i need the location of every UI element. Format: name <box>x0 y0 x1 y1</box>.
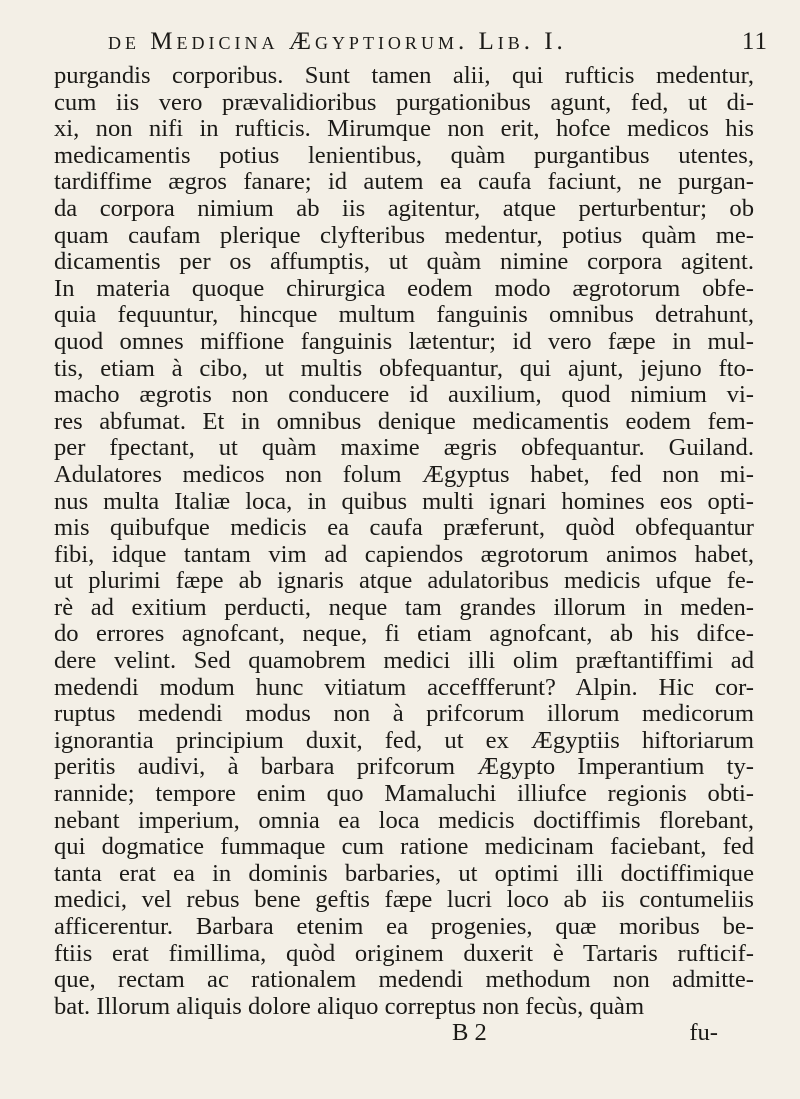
running-head <box>108 28 768 62</box>
text-line: ignorantia principium duxit, fed, ut ex Ægyptiis hiftoriarum <box>54 726 754 754</box>
text-line: nebant imperium, omnia ea loca medicis doctiffimis florebant, <box>54 806 754 834</box>
running-head-title: de Medicina Ægyptiorum. Lib. I. <box>108 28 567 55</box>
text-line: ruptus medendi modus non à prifcorum illorum medicorum <box>54 700 754 728</box>
text-line: ftiis erat fimillima, quòd originem duxerit è Tartaris rufticif- <box>54 939 754 967</box>
text-line: quam caufam plerique clyfteribus medentur, potius quàm me- <box>54 221 754 249</box>
text-line: do errores agnofcant, neque, fi etiam agnofcant, ab his difce- <box>54 620 754 648</box>
text-line: peritis audivi, à barbara prifcorum Ægypto Imperantium ty- <box>54 753 754 781</box>
text-line: qui dogmatice fummaque cum ratione medicinam faciebant, fed <box>54 833 754 861</box>
signature-mark: B 2 <box>452 1019 487 1047</box>
page-number: 11 <box>741 28 768 55</box>
text-line: medici, vel rebus bene geftis fæpe lucri loco ab iis contumeliis <box>54 886 754 914</box>
body-text <box>54 63 754 1047</box>
text-line: res abfumat. Et in omnibus denique medicamentis eodem fem- <box>54 407 754 435</box>
text-line: In materia quoque chirurgica eodem modo ægrotorum obfe- <box>54 274 754 302</box>
text-line: quia fequuntur, hincque multum fanguinis omnibus detrahunt, <box>54 301 754 329</box>
text-line: xi, non nifi in rufticis. Mirumque non erit, hofce medicos his <box>54 115 754 143</box>
text-line: tis, etiam à cibo, ut multis obfequantur, qui ajunt, jejuno fto- <box>54 354 754 382</box>
page-footer <box>54 1020 754 1047</box>
text-line: purgandis corporibus. Sunt tamen alii, qui rufticis medentur, <box>54 62 754 89</box>
text-line: bat. Illorum aliquis dolore aliquo correptus non fecùs, quàm <box>54 992 645 1020</box>
text-line: Adulatores medicos non folum Ægyptus habet, fed non mi- <box>54 460 754 488</box>
text-line: per fpectant, ut quàm maxime ægris obfequantur. Guiland. <box>54 434 754 462</box>
text-line: nus multa Italiæ loca, in quibus multi ignari homines eos opti- <box>54 487 754 515</box>
text-line: medicamentis potius lenientibus, quàm purgantibus utentes, <box>54 141 754 169</box>
text-line: rè ad exitium perducti, neque tam grandes illorum in meden- <box>54 593 754 621</box>
text-line: afficerentur. Barbara etenim ea progenies, quæ moribus be- <box>54 913 754 940</box>
text-line: tanta erat ea in dominis barbaries, ut optimi illi doctiffimique <box>54 859 754 887</box>
text-line: da corpora nimium ab iis agitentur, atque perturbentur; ob <box>54 194 754 222</box>
catchword: fu- <box>689 1019 718 1047</box>
text-line: cum iis vero prævalidioribus purgationibus agunt, fed, ut di- <box>54 88 754 116</box>
text-line: dicamentis per os affumptis, ut quàm nimine corpora agitent. <box>54 248 754 276</box>
text-line: rannide; tempore enim quo Mamaluchi illiufce regionis obti- <box>54 780 754 808</box>
text-line: medendi modum hunc vitiatum acceffferunt? Alpin. Hic cor- <box>54 673 754 701</box>
text-line: que, rectam ac rationalem medendi methodum non admitte- <box>54 966 754 994</box>
text-line: quod omnes miffione fanguinis lætentur; id vero fæpe in mul- <box>54 327 754 355</box>
text-line: tardiffime ægros fanare; id autem ea caufa faciunt, ne purgan- <box>54 168 754 196</box>
text-line: mis quibufque medicis ea caufa præferunt, quòd obfequantur <box>54 514 754 542</box>
text-line: ut plurimi fæpe ab ignaris atque adulatoribus medicis ufque fe- <box>54 567 754 595</box>
text-line: fibi, idque tantam vim ad capiendos ægrotorum animos habet, <box>54 540 754 568</box>
text-line: macho ægrotis non conducere id auxilium, quod nimium vi- <box>54 381 754 409</box>
text-line: dere velint. Sed quamobrem medici illi olim præftantiffimi ad <box>54 647 754 675</box>
